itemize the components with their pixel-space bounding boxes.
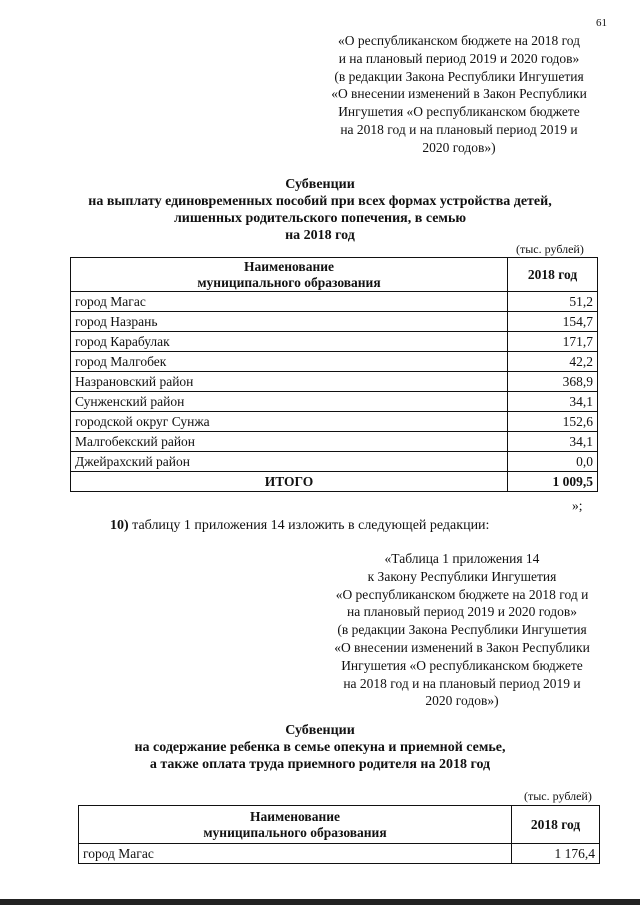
table-row [79, 844, 600, 864]
subsidy-table [70, 257, 598, 492]
amount-value: 42,2 [508, 352, 598, 372]
reference-line: «О республиканском бюджете на 2018 год и [335, 586, 589, 602]
item-text: таблицу 1 приложения 14 изложить в следующей редакции: [132, 518, 490, 533]
page-number: 61 [596, 17, 607, 29]
law-reference-block [300, 32, 618, 157]
amount-value: 0,0 [508, 452, 598, 472]
section-subtitle-line: лишенных родительского попечения, в семью [173, 211, 467, 226]
section-title: Субвенции [285, 723, 355, 738]
table-row [71, 332, 598, 352]
section-heading [40, 722, 600, 773]
municipality-name: городской округ Сунжа [71, 412, 508, 432]
section-subtitle-line: на выплату единовременных пособий при всех формах устройства детей, [88, 194, 552, 209]
table-row [71, 292, 598, 312]
amount-value: 34,1 [508, 432, 598, 452]
table-header-row [71, 258, 598, 292]
table-row [71, 392, 598, 412]
reference-line: на 2018 год и на плановый период 2019 и [340, 121, 578, 137]
table-row [71, 452, 598, 472]
units-label: (тыс. рублей) [524, 789, 592, 803]
section-subtitle-line: а также оплата труда приемного родителя на 2018 год [149, 757, 491, 772]
scan-bottom-edge [0, 899, 640, 905]
reference-line: Ингушетия «О республиканском бюджете [341, 657, 583, 673]
municipality-name: Джейрахский район [71, 452, 508, 472]
municipality-name: город Малгобек [71, 352, 508, 372]
reference-line: к Закону Республики Ингушетия [367, 568, 557, 584]
reference-line: (в редакции Закона Республики Ингушетия [337, 622, 587, 638]
amount-value: 1 176,4 [512, 844, 600, 864]
table-total-row [71, 472, 598, 492]
reference-line: «О внесении изменений в Закон Республики [331, 86, 587, 102]
column-header-name: Наименование муниципального образования [79, 806, 512, 844]
total-label: ИТОГО [71, 472, 508, 492]
municipality-name: город Магас [71, 292, 508, 312]
amount-value: 34,1 [508, 392, 598, 412]
section-heading [40, 176, 600, 244]
reference-line: 2020 годов») [425, 693, 499, 709]
closing-quote-mark: »; [572, 498, 583, 513]
municipality-name: Назрановский район [71, 372, 508, 392]
reference-line: и на плановый период 2019 и 2020 годов» [338, 50, 580, 66]
table-row [71, 432, 598, 452]
amount-value: 154,7 [508, 312, 598, 332]
amount-value: 368,9 [508, 372, 598, 392]
reference-line: на плановый период 2019 и 2020 годов» [346, 604, 577, 620]
municipality-name: Сунженский район [71, 392, 508, 412]
reference-line: «О внесении изменений в Закон Республики [334, 639, 590, 655]
section-title: Субвенции [285, 177, 355, 192]
table-row [71, 352, 598, 372]
reference-line: (в редакции Закона Республики Ингушетия [334, 68, 584, 84]
table-row [71, 372, 598, 392]
units-label: (тыс. рублей) [516, 242, 584, 256]
reference-line: «Таблица 1 приложения 14 [384, 551, 540, 566]
table-header-row [79, 806, 600, 844]
item-number: 10) [110, 518, 129, 533]
amendment-item [110, 518, 489, 534]
amount-value: 51,2 [508, 292, 598, 312]
total-value: 1 009,5 [508, 472, 598, 492]
column-header-year: 2018 год [512, 806, 600, 844]
reference-line: 2020 годов») [422, 139, 496, 155]
reference-line: «О республиканском бюджете на 2018 год [337, 33, 581, 48]
municipality-name: город Карабулак [71, 332, 508, 352]
table-row [71, 312, 598, 332]
section-subtitle-line: на содержание ребенка в семье опекуна и приемной семье, [134, 740, 506, 755]
amount-value: 171,7 [508, 332, 598, 352]
reference-line: Ингушетия «О республиканском бюджете [338, 104, 580, 120]
table-row [71, 412, 598, 432]
municipality-name: город Назрань [71, 312, 508, 332]
law-reference-block [308, 550, 616, 710]
subsidy-table [78, 805, 600, 864]
reference-line: на 2018 год и на плановый период 2019 и [343, 675, 581, 691]
section-subtitle-line: на 2018 год [285, 228, 355, 243]
column-header-year: 2018 год [508, 258, 598, 292]
column-header-name: Наименование муниципального образования [71, 258, 508, 292]
municipality-name: город Магас [79, 844, 512, 864]
municipality-name: Малгобекский район [71, 432, 508, 452]
amount-value: 152,6 [508, 412, 598, 432]
